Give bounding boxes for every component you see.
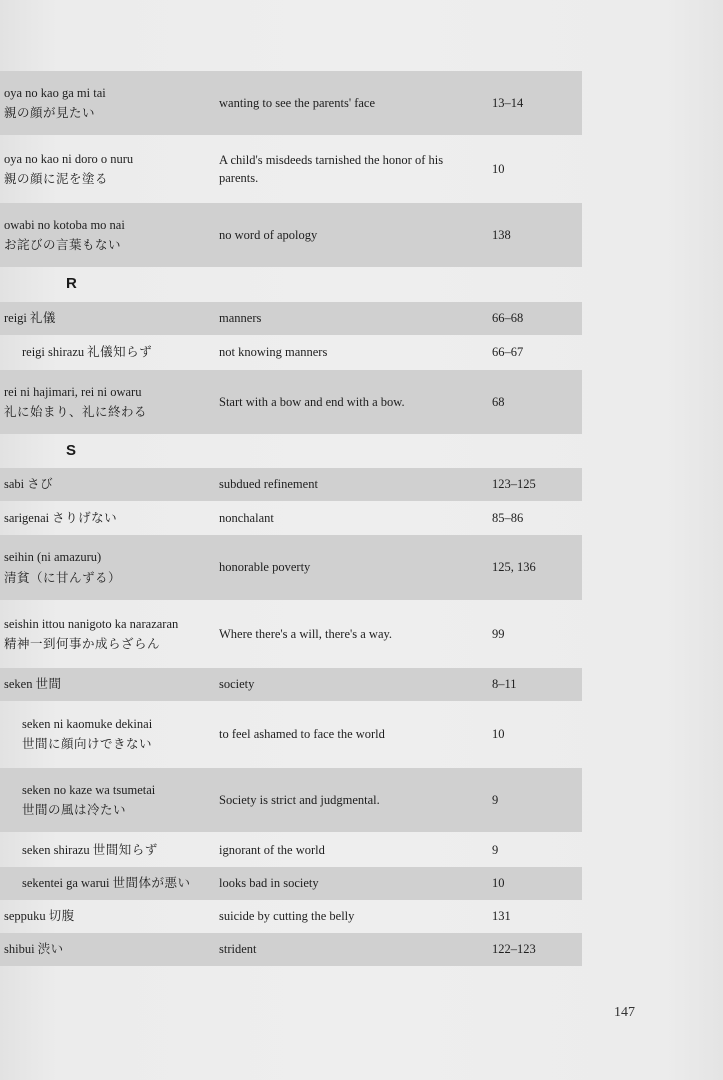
meaning-cell: suicide by cutting the belly: [219, 909, 355, 924]
term-japanese: 清貧（に甘んずる）: [4, 569, 122, 585]
term-cell: [0, 843, 219, 857]
table-row: [0, 203, 582, 267]
meaning-cell: to feel ashamed to face the world: [219, 726, 385, 741]
term-romaji: seihin (ni amazuru): [4, 550, 102, 565]
meaning-cell: ignorant of the world: [219, 843, 325, 858]
term-japanese: 世間: [35, 676, 62, 692]
pages-cell: 85–86: [492, 511, 524, 525]
pages-cell: 10: [492, 876, 505, 890]
meaning-cell: honorable poverty: [219, 560, 311, 575]
section-heading-s: S: [66, 442, 77, 459]
pages-cell: 125, 136: [492, 560, 536, 574]
table-row: [0, 702, 582, 766]
term-japanese: お詫びの言葉もない: [4, 237, 122, 252]
table-row: [0, 535, 582, 600]
table-row: [0, 302, 582, 335]
term-romaji: shibui: [4, 942, 35, 957]
table-row: [0, 502, 582, 535]
term-romaji: seppuku: [4, 909, 46, 924]
term-romaji: seken: [4, 677, 33, 692]
table-row: [0, 602, 582, 666]
term-japanese: 礼儀: [29, 310, 56, 326]
term-japanese: 渋い: [37, 941, 64, 957]
term-cell: [0, 677, 219, 691]
term-cell: [0, 86, 219, 121]
pages-cell: 66–68: [492, 311, 524, 325]
section-heading-r: R: [66, 275, 77, 292]
term-romaji: oya no kao ni doro o nuru: [4, 151, 134, 166]
meaning-cell: Where there's a will, there's a way.: [219, 626, 393, 641]
term-japanese: 礼儀知らず: [87, 344, 153, 360]
pages-cell: 131: [492, 909, 511, 923]
table-row: [0, 867, 582, 900]
table-row: [0, 71, 582, 135]
meaning-cell: wanting to see the parents' face: [219, 95, 376, 110]
pages-cell: 10: [492, 726, 505, 741]
term-japanese: 親の顔が見たい: [4, 105, 96, 120]
term-cell: [0, 783, 219, 818]
term-cell: [0, 311, 219, 325]
table-row: [0, 137, 582, 201]
meaning-cell: no word of apology: [219, 227, 318, 242]
term-romaji: sabi: [4, 477, 25, 492]
term-japanese: 切腹: [48, 908, 75, 924]
meaning-cell: manners: [219, 311, 262, 326]
pages-cell: 10: [492, 161, 505, 176]
pages-cell: 99: [492, 626, 505, 641]
term-romaji: seken ni kaomuke dekinai: [22, 716, 153, 731]
pages-cell: 66–67: [492, 345, 524, 359]
pages-cell: 9: [492, 843, 499, 857]
term-japanese: 礼に始まり、礼に終わる: [4, 404, 148, 419]
term-cell: [0, 909, 219, 923]
term-cell: [0, 477, 219, 491]
term-cell: [0, 617, 219, 652]
term-japanese: 世間に顔向けできない: [22, 736, 153, 751]
meaning-cell: nonchalant: [219, 511, 274, 526]
meaning-cell: Start with a bow and end with a bow.: [219, 394, 405, 409]
table-row: [0, 668, 582, 701]
term-romaji: reigi: [4, 311, 27, 326]
term-romaji: owabi no kotoba mo nai: [4, 217, 125, 232]
pages-cell: 138: [492, 227, 511, 242]
page-number: 147: [614, 1005, 635, 1020]
table-row: [0, 933, 582, 966]
term-cell: [0, 876, 219, 890]
meaning-cell: looks bad in society: [219, 876, 319, 891]
table-row: [0, 834, 582, 867]
term-japanese: さりげない: [52, 510, 118, 526]
meaning-cell: not knowing manners: [219, 345, 328, 360]
term-romaji: seishin ittou nanigoto ka narazaran: [4, 616, 179, 631]
term-japanese: さび: [27, 476, 54, 492]
term-cell: [0, 550, 219, 585]
term-cell: [0, 218, 219, 253]
term-romaji: oya no kao ga mi tai: [4, 85, 106, 100]
pages-cell: 123–125: [492, 477, 536, 491]
meaning-cell: Society is strict and judgmental.: [219, 792, 380, 807]
term-japanese: 世間体が悪い: [112, 875, 191, 891]
term-cell: [0, 152, 219, 187]
pages-cell: 122–123: [492, 942, 536, 956]
meaning-cell: society: [219, 677, 255, 692]
table-row: [0, 336, 582, 369]
term-cell: [0, 942, 219, 956]
term-japanese: 世間知らず: [92, 842, 158, 858]
term-romaji: seken shirazu: [22, 843, 90, 858]
term-cell: [0, 717, 219, 752]
pages-cell: 68: [492, 394, 505, 409]
table-row: [0, 900, 582, 933]
meaning-cell: subdued refinement: [219, 477, 318, 492]
term-cell: [0, 385, 219, 420]
pages-cell: 8–11: [492, 677, 517, 691]
term-romaji: sekentei ga warui: [22, 876, 110, 891]
term-romaji: rei ni hajimari, rei ni owaru: [4, 384, 142, 399]
table-row: [0, 768, 582, 832]
term-cell: [0, 511, 219, 525]
term-romaji: seken no kaze wa tsumetai: [22, 782, 156, 797]
term-japanese: 精神一到何事か成らざらん: [4, 636, 161, 651]
table-row: [0, 370, 582, 434]
term-cell: [0, 345, 219, 359]
term-japanese: 親の顔に泥を塗る: [4, 171, 109, 186]
table-row: [0, 468, 582, 501]
meaning-cell: strident: [219, 942, 257, 957]
pages-cell: 9: [492, 792, 499, 807]
term-romaji: reigi shirazu: [22, 345, 85, 360]
meaning-cell: A child's misdeeds tarnished the honor of his parents.: [219, 152, 444, 185]
pages-cell: 13–14: [492, 95, 524, 110]
term-romaji: sarigenai: [4, 511, 50, 526]
term-japanese: 世間の風は冷たい: [22, 802, 127, 817]
